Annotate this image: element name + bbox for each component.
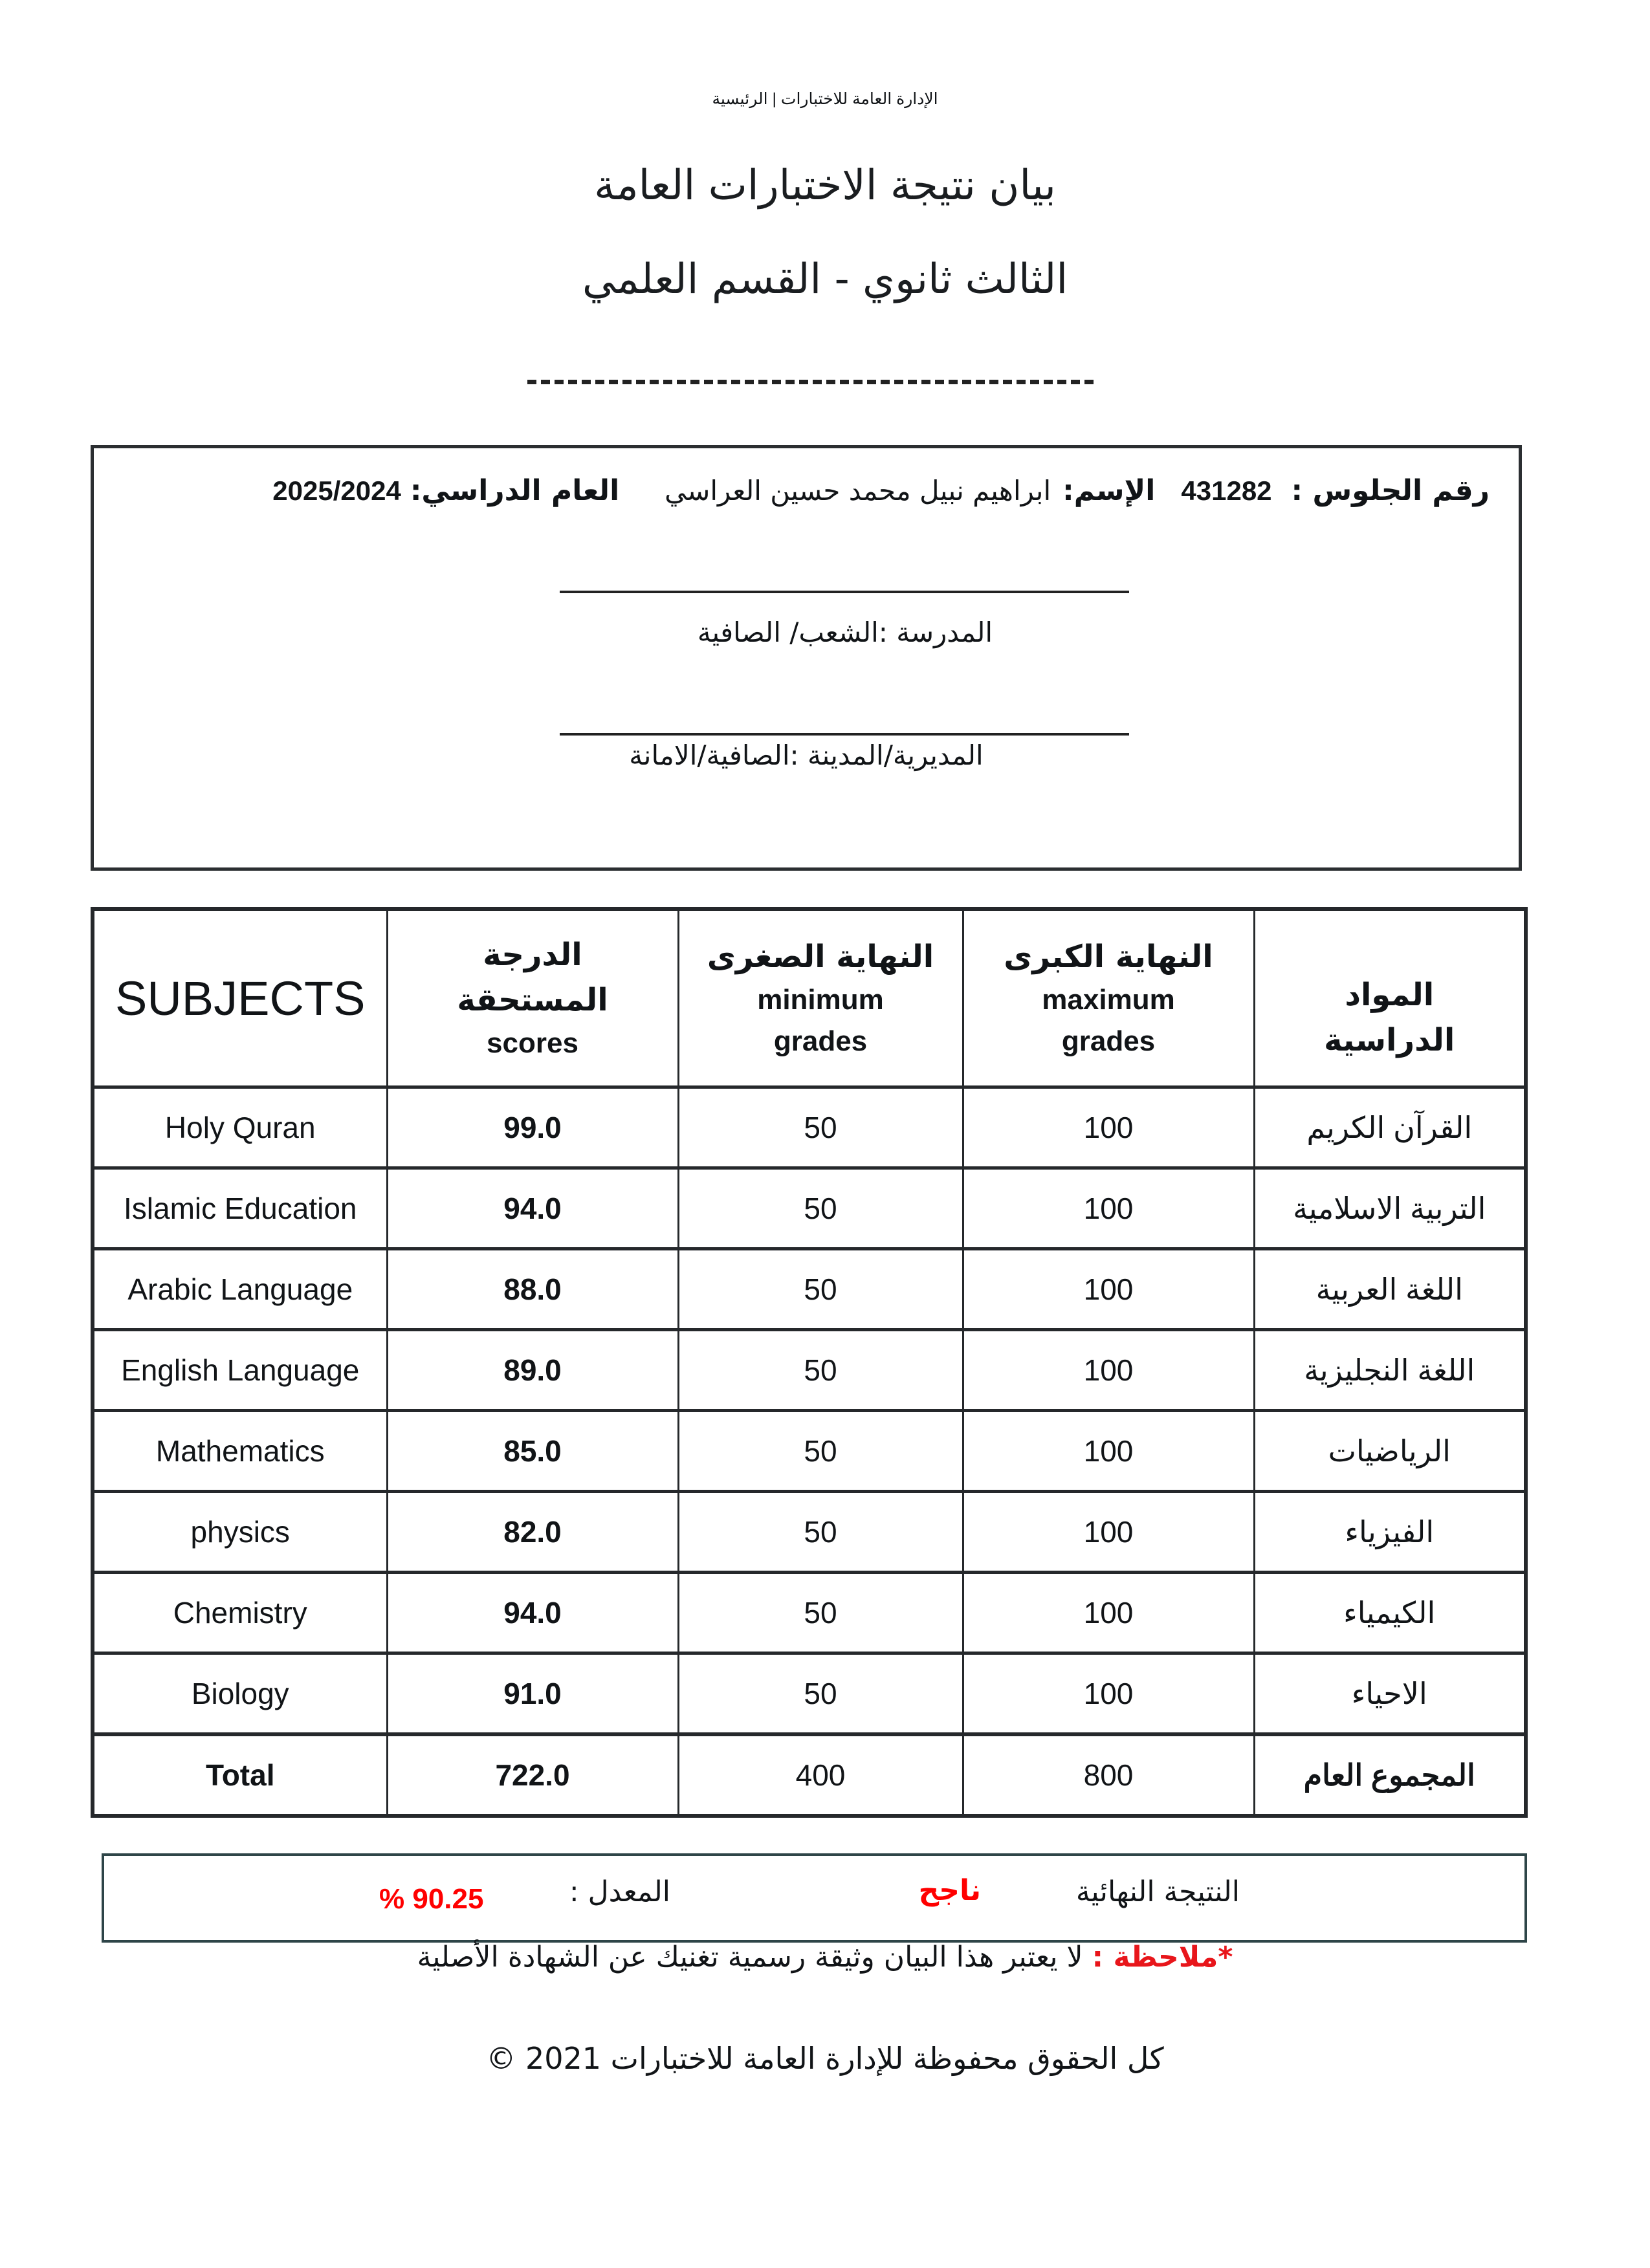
min-grade: 50 bbox=[678, 1330, 963, 1411]
seat-number-label: رقم الجلوس : bbox=[1291, 474, 1490, 507]
header-minimum bbox=[678, 909, 963, 1087]
total-score: 722.0 bbox=[387, 1734, 678, 1816]
total-max: 800 bbox=[963, 1734, 1254, 1816]
header-min-ar: النهاية الصغرى bbox=[707, 939, 934, 975]
average-value: % 90.25 bbox=[379, 1883, 484, 1915]
subject-ar: اللغة العربية bbox=[1254, 1249, 1526, 1330]
header-maximum bbox=[963, 909, 1254, 1087]
average-label: المعدل : bbox=[569, 1875, 670, 1908]
table-row bbox=[93, 1492, 1526, 1573]
header-scores-ar-2: المستحقة bbox=[457, 982, 608, 1018]
max-grade: 100 bbox=[963, 1573, 1254, 1653]
student-info-line bbox=[272, 474, 1490, 507]
total-label-ar: المجموع العام bbox=[1254, 1734, 1526, 1816]
final-result-value: ناجح bbox=[918, 1874, 981, 1907]
score: 82.0 bbox=[387, 1492, 678, 1573]
dashed-separator bbox=[527, 380, 1094, 384]
header-subjects-en bbox=[93, 909, 387, 1087]
score: 94.0 bbox=[387, 1573, 678, 1653]
table-row bbox=[93, 1573, 1526, 1653]
divider-line bbox=[560, 733, 1129, 736]
score: 94.0 bbox=[387, 1168, 678, 1249]
subject-ar: اللغة النجليزية bbox=[1254, 1330, 1526, 1411]
page-title: بيان نتيجة الاختبارات العامة bbox=[594, 162, 1056, 210]
subject-en: Arabic Language bbox=[93, 1249, 387, 1330]
score: 85.0 bbox=[387, 1411, 678, 1492]
directorate-value: الصافية/الامانة bbox=[629, 739, 790, 771]
header-subjects-ar-1: المواد bbox=[1345, 977, 1435, 1013]
max-grade: 100 bbox=[963, 1492, 1254, 1573]
header-scores bbox=[387, 909, 678, 1087]
table-row bbox=[93, 1168, 1526, 1249]
student-info-box bbox=[91, 445, 1522, 871]
table-row bbox=[93, 1330, 1526, 1411]
name-label: الإسم: bbox=[1062, 474, 1156, 507]
note-text: لا يعتبر هذا البيان وثيقة رسمية تغنيك عن الشهادة الأصلية bbox=[417, 1941, 1092, 1974]
subject-en: physics bbox=[93, 1492, 387, 1573]
subject-ar: الكيمياء bbox=[1254, 1573, 1526, 1653]
table-row bbox=[93, 1249, 1526, 1330]
header-subjects-ar-2: الدراسية bbox=[1324, 1022, 1455, 1058]
school-value: الشعب/ الصافية bbox=[697, 616, 879, 648]
year-label: العام الدراسي: bbox=[410, 474, 620, 507]
header-scores-ar-1: الدرجة bbox=[483, 937, 582, 973]
student-name: ابراهيم نبيل محمد حسين العراسي bbox=[665, 475, 1051, 507]
min-grade: 50 bbox=[678, 1411, 963, 1492]
header-scores-en: scores bbox=[487, 1027, 578, 1059]
max-grade: 100 bbox=[963, 1411, 1254, 1492]
max-grade: 100 bbox=[963, 1330, 1254, 1411]
grades-table bbox=[91, 907, 1528, 1818]
seat-number-value: 431282 bbox=[1181, 475, 1272, 506]
breadcrumb-caption: الإدارة العامة للاختبارات | الرئيسية bbox=[712, 90, 938, 108]
header-min-en-1: minimum bbox=[757, 984, 884, 1016]
subject-en: Holy Quran bbox=[93, 1087, 387, 1168]
subject-en: Mathematics bbox=[93, 1411, 387, 1492]
subject-en: English Language bbox=[93, 1330, 387, 1411]
directorate-line bbox=[94, 739, 1519, 771]
disclaimer-note bbox=[0, 1941, 1650, 1974]
min-grade: 50 bbox=[678, 1168, 963, 1249]
score: 89.0 bbox=[387, 1330, 678, 1411]
max-grade: 100 bbox=[963, 1087, 1254, 1168]
min-grade: 50 bbox=[678, 1249, 963, 1330]
total-row bbox=[93, 1734, 1526, 1816]
header-max-en-2: grades bbox=[1061, 1025, 1156, 1057]
page-subtitle: الثالث ثانوي - القسم العلمي bbox=[582, 256, 1068, 303]
min-grade: 50 bbox=[678, 1653, 963, 1735]
header-max-ar: النهاية الكبرى bbox=[1004, 939, 1213, 975]
max-grade: 100 bbox=[963, 1653, 1254, 1735]
directorate-label: المديرية/المدينة : bbox=[789, 739, 984, 771]
academic-year: 2025/2024 bbox=[272, 475, 401, 506]
min-grade: 50 bbox=[678, 1087, 963, 1168]
subject-en: Biology bbox=[93, 1653, 387, 1735]
school-line bbox=[94, 616, 1519, 648]
max-grade: 100 bbox=[963, 1249, 1254, 1330]
score: 99.0 bbox=[387, 1087, 678, 1168]
table-header-row bbox=[93, 909, 1526, 1087]
final-result-label: النتيجة النهائية bbox=[1075, 1875, 1240, 1908]
header-min-en-2: grades bbox=[773, 1025, 868, 1057]
total-min: 400 bbox=[678, 1734, 963, 1816]
subject-ar: القرآن الكريم bbox=[1254, 1087, 1526, 1168]
subject-ar: الاحياء bbox=[1254, 1653, 1526, 1735]
table-row bbox=[93, 1653, 1526, 1735]
min-grade: 50 bbox=[678, 1492, 963, 1573]
final-result-box bbox=[102, 1853, 1527, 1943]
subject-en: Islamic Education bbox=[93, 1168, 387, 1249]
total-label-en: Total bbox=[93, 1734, 387, 1816]
subject-ar: الفيزياء bbox=[1254, 1492, 1526, 1573]
table-row bbox=[93, 1087, 1526, 1168]
table-row bbox=[93, 1411, 1526, 1492]
subject-ar: التربية الاسلامية bbox=[1254, 1168, 1526, 1249]
school-label: المدرسة : bbox=[878, 616, 993, 648]
note-label: *ملاحظة : bbox=[1092, 1941, 1233, 1974]
subject-en: Chemistry bbox=[93, 1573, 387, 1653]
max-grade: 100 bbox=[963, 1168, 1254, 1249]
header-max-en-1: maximum bbox=[1042, 984, 1175, 1016]
copyright-footer: كل الحقوق محفوظة للإدارة العامة للاختبارات 2021 © bbox=[486, 2041, 1164, 2076]
score: 91.0 bbox=[387, 1653, 678, 1735]
divider-line bbox=[560, 591, 1129, 593]
score: 88.0 bbox=[387, 1249, 678, 1330]
min-grade: 50 bbox=[678, 1573, 963, 1653]
header-subjects-ar bbox=[1254, 909, 1526, 1087]
header-subjects-en-text: SUBJECTS bbox=[115, 971, 366, 1025]
subject-ar: الرياضيات bbox=[1254, 1411, 1526, 1492]
